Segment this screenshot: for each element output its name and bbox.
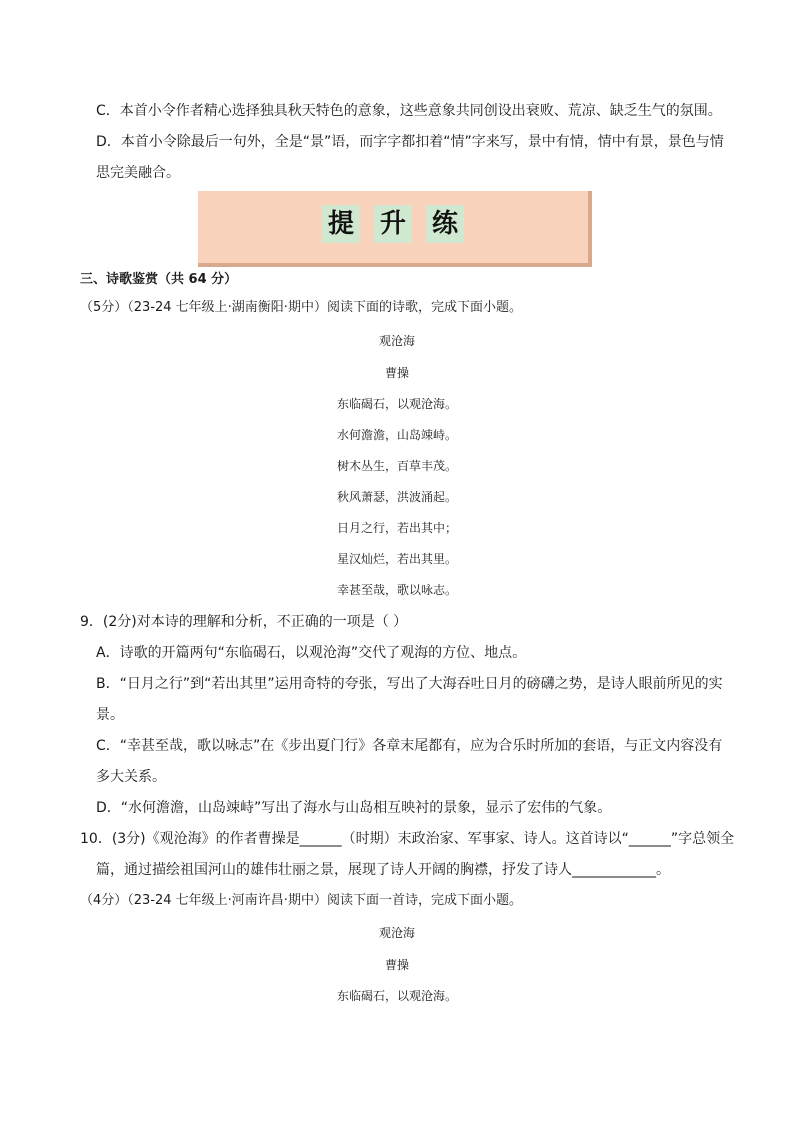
- poem-title: 观沧海: [378, 334, 415, 348]
- poem-line: 秋风萧瑟，洪波涌起。: [336, 490, 457, 504]
- poem-line: 东临碣石，以观沧海。: [336, 989, 457, 1003]
- option-d: D．本首小令除最后一句外，全是“景”语，而字字都扣着“情”字来写，景中有情，情中有景，景色与情: [96, 134, 724, 150]
- practice-banner: [198, 191, 592, 267]
- poem-line: 星汉灿烂，若出其里。: [336, 552, 457, 566]
- question-intro-2: （4分）（23-24 七年级上·河南许昌·期中）阅读下面一首诗，完成下面小题。: [80, 893, 522, 908]
- banner-char: 升: [374, 205, 412, 243]
- poem-line: 树木丛生，百草丰茂。: [336, 459, 457, 473]
- question-intro: （5分）（23-24 七年级上·湖南衡阳·期中）阅读下面的诗歌，完成下面小题。: [80, 300, 522, 315]
- banner-char: 提: [322, 205, 360, 243]
- poem-line: 日月之行，若出其中；: [336, 521, 457, 535]
- question-9-option-c-cont: 多大关系。: [96, 769, 166, 785]
- poem-line: 东临碣石，以观沧海。: [336, 397, 457, 411]
- poem-author: 曹操: [384, 366, 409, 380]
- question-9-option-b: B．“日月之行”到“若出其里”运用奇特的夸张，写出了大海吞吐日月的磅礴之势，是诗人眼前所见的实: [96, 676, 723, 692]
- poem-line: 水何澹澹，山岛竦峙。: [336, 428, 457, 442]
- banner-char: 练: [426, 205, 464, 243]
- poem-author: 曹操: [384, 958, 409, 972]
- question-9-option-d: D．“水何澹澹，山岛竦峙”写出了海水与山岛相互映衬的景象，显示了宏伟的气象。: [96, 800, 612, 816]
- section-heading: 三、诗歌鉴赏（共 64 分）: [80, 272, 238, 287]
- question-9-option-a: A．诗歌的开篇两句“东临碣石，以观沧海”交代了观海的方位、地点。: [96, 645, 527, 661]
- question-10-line2: 篇，通过描绘祖国河山的雄伟壮丽之景，展现了诗人开阔的胸襟，抒发了诗人____________。: [96, 862, 670, 878]
- poem-title: 观沧海: [378, 926, 415, 940]
- option-d-cont: 思完美融合。: [96, 165, 180, 181]
- question-9-option-b-cont: 景。: [96, 707, 124, 723]
- question-9-stem: 9．(2分)对本诗的理解和分析，不正确的一项是（ ）: [80, 614, 408, 630]
- question-10-line1: 10．(3分)《观沧海》的作者曹操是______（时期）末政治家、军事家、诗人。这首诗以“______”字总领全: [80, 831, 735, 847]
- option-c: C．本首小令作者精心选择独具秋天特色的意象，这些意象共同创设出衰败、荒凉、缺乏生气的氛围。: [96, 103, 722, 119]
- question-9-option-c: C．“幸甚至哉，歌以咏志”在《步出夏门行》各章末尾都有，应为合乐时所加的套语，与正文内容没有: [96, 738, 723, 754]
- poem-line: 幸甚至哉，歌以咏志。: [336, 583, 457, 597]
